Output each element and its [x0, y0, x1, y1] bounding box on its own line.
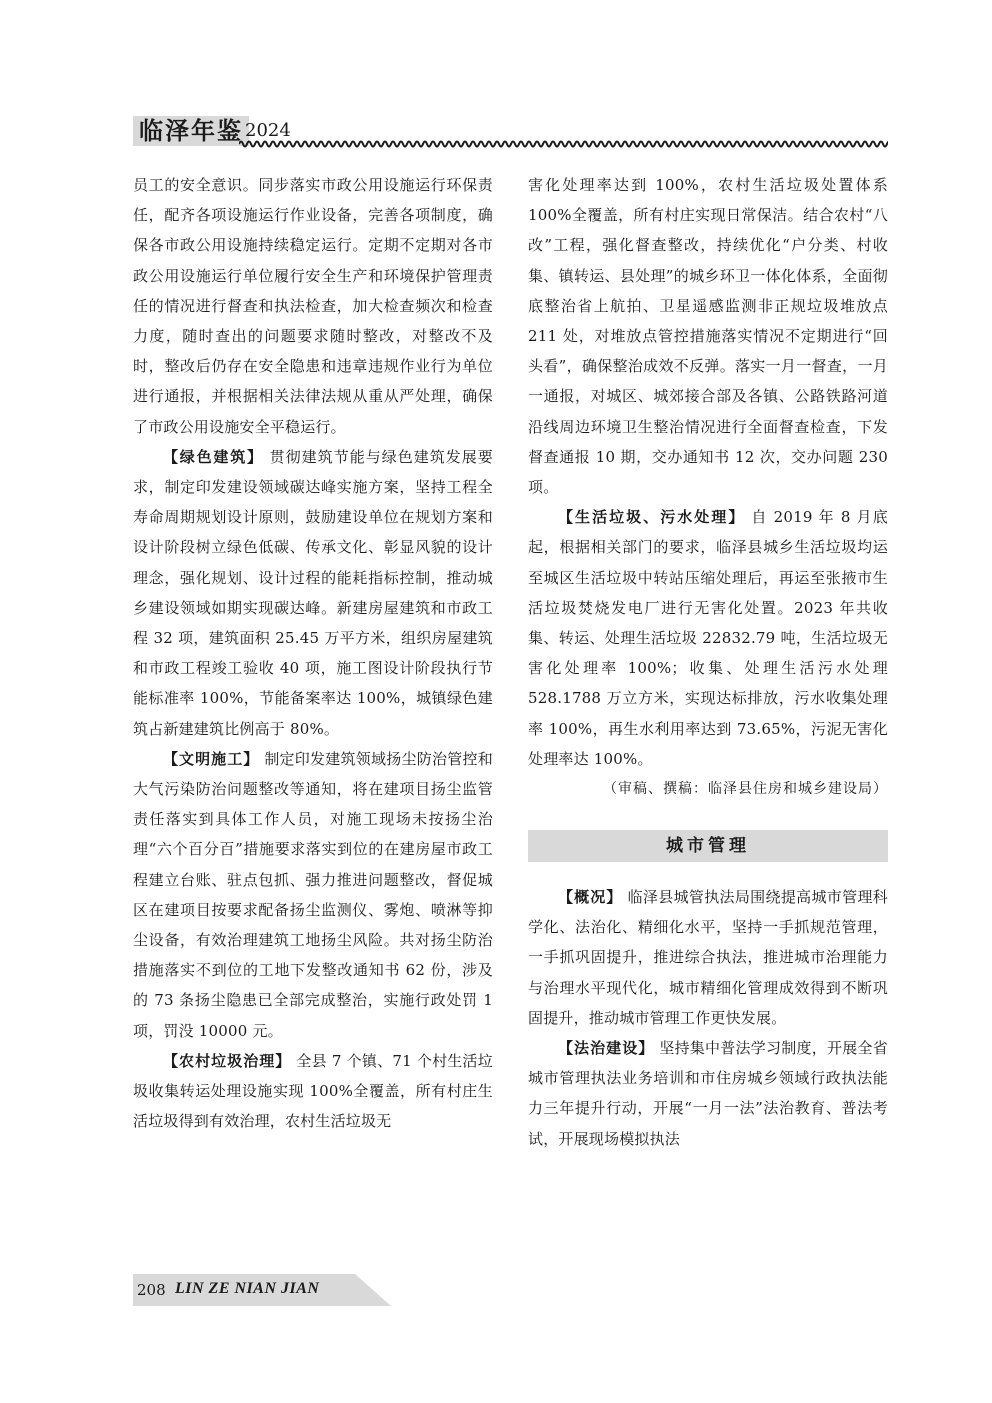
paragraph-civilized-construction: 【文明施工】 制定印发建筑领域扬尘防治管控和大气污染防治问题整改等通知，将在建项目扬尘监管责任落实到具体工作人员，对施工现场未按扬尘治理“六个百分百”措施要求落实到位的在建房屋市政工程建立台账、驻点包抓、强力推进问题整改，督促城区在建项目按要求配备扬尘监测仪、雾炮、喷淋等抑尘设备，有效治理建筑工地扬尘风险。共对扬尘防治措施落实不到位的工地下发整改通知书 62 份，涉及的 73 条扬尘隐患已全部完成整治，实施行政处罚 1 项，罚没 10000 元。 — [133, 749, 493, 1040]
section-title-city-management: 城市管理 — [528, 830, 888, 862]
heading-domestic-waste-sewage: 【生活垃圾、污水处理】 — [558, 508, 746, 527]
paragraph-overview: 【概况】 临泽县城管执法局围绕提高城市管理科学化、法治化、精细化水平，坚持一手抓规范管理，一手抓巩固提升，推进综合执法，推进城市治理能力与治理水平现代化，城市精细化管理成效得到不断巩固提升，推动城市管理工作更快发展。 — [528, 888, 888, 1027]
heading-rule-of-law: 【法治建设】 — [558, 1039, 655, 1058]
header-wave-rule — [239, 138, 888, 150]
right-column — [528, 170, 888, 1154]
editor-signature: （审稿、撰稿：临泽县住房和城乡建设局） — [603, 781, 888, 798]
heading-civilized-construction: 【文明施工】 — [163, 749, 260, 768]
paragraph-rural-garbage: 【农村垃圾治理】 全县 7 个镇、71 个村生活垃圾收集转运处理设施实现 100%全覆盖，所有村庄生活垃圾得到有效治理，农村生活垃圾无 — [133, 1051, 493, 1131]
paragraph-green-building: 【绿色建筑】 贯彻建筑节能与绿色建筑发展要求，制定印发建设领域碳达峰实施方案，坚持工程全寿命周期规划设计原则，鼓励建设单位在规划方案和设计阶段树立绿色低碳、传承文化、彰显风貌的设计理念，强化规划、设计过程的能耗指标控制，推动城乡建设领域如期实现碳达峰。新建房屋建筑和市政工程 32 项，建筑面积 25.45 万平方米，组织房屋建筑和市政工程竣工验收 40 项，施工图设计阶段执行节能标准率 100%，节能备案率达 100%，城镇绿色建筑占新建建筑比例高于 80%。 — [133, 447, 493, 738]
book-name-pinyin: LIN ZE NIAN JIAN — [175, 1280, 320, 1297]
paragraph-municipal-safety: 员工的安全意识。同步落实市政公用设施运行环保责任，配齐各项设施运行作业设备，完善各项制度，确保各市政公用设施持续稳定运行。定期不定期对各市政公用设施运行单位履行安全生产和环境保护管理责任的情况进行督查和执法检查，加大检查频次和检查力度，随时查出的问题要求随时整改，对整改不及时，整改后仍存在安全隐患和违章违规作业行为单位进行通报，并根据相关法律法规从重从严处理，确保了市政公用设施安全平稳运行。 — [133, 176, 493, 436]
heading-overview: 【概况】 — [558, 888, 623, 907]
yearbook-year: 2024 — [245, 120, 291, 141]
heading-green-building: 【绿色建筑】 — [163, 447, 264, 466]
left-column — [133, 170, 493, 1137]
paragraph-rural-garbage-cont: 害化处理率达到 100%，农村生活垃圾处置体系 100%全覆盖，所有村庄实现日常保洁。结合农村“八改”工程，强化督查整改，持续优化“户分类、村收集、镇转运、县处理”的城乡环卫一体化体系，全面彻底整治省上航拍、卫星遥感监测非正规垃圾堆放点 211 处，对堆放点管控措施落实情况不定期进行“回头看”，确保整治成效不反弹。落实一月一督查，一月一通报，对城区、城郊接合部及各镇、公路铁路河道沿线周边环境卫生整治情况进行全面督查检查，下发督查通报 10 期，交办通知书 12 次，交办问题 230 项。 — [528, 176, 888, 497]
yearbook-title: 临泽年鉴 — [133, 116, 249, 146]
running-footer — [133, 1274, 393, 1306]
running-header — [133, 112, 888, 152]
page-number: 208 — [137, 1281, 166, 1299]
paragraph-rule-of-law: 【法治建设】 坚持集中普法学习制度，开展全省城市管理执法业务培训和市住房城乡领域行政执法能力三年提升行动，开展“一月一法”法治教育、普法考试，开展现场模拟执法 — [528, 1039, 888, 1148]
paragraph-domestic-waste-sewage: 【生活垃圾、污水处理】 自 2019 年 8 月底起，根据相关部门的要求，临泽县城乡生活垃圾均运至城区生活垃圾中转站压缩处理后，再运至张掖市生活垃圾焚烧发电厂进行无害化处置。2023 年共收集、转运、处理生活垃圾 22832.79 吨，生活垃圾无害化处理率 100%；收集、处理生活污水处理 528.1788 万立方米，实现达标排放，污水收集处理率 100%，再生水利用率达到 73.65%，污泥无害化处理率达 100%。 — [528, 508, 888, 768]
heading-rural-garbage: 【农村垃圾治理】 — [163, 1051, 292, 1070]
